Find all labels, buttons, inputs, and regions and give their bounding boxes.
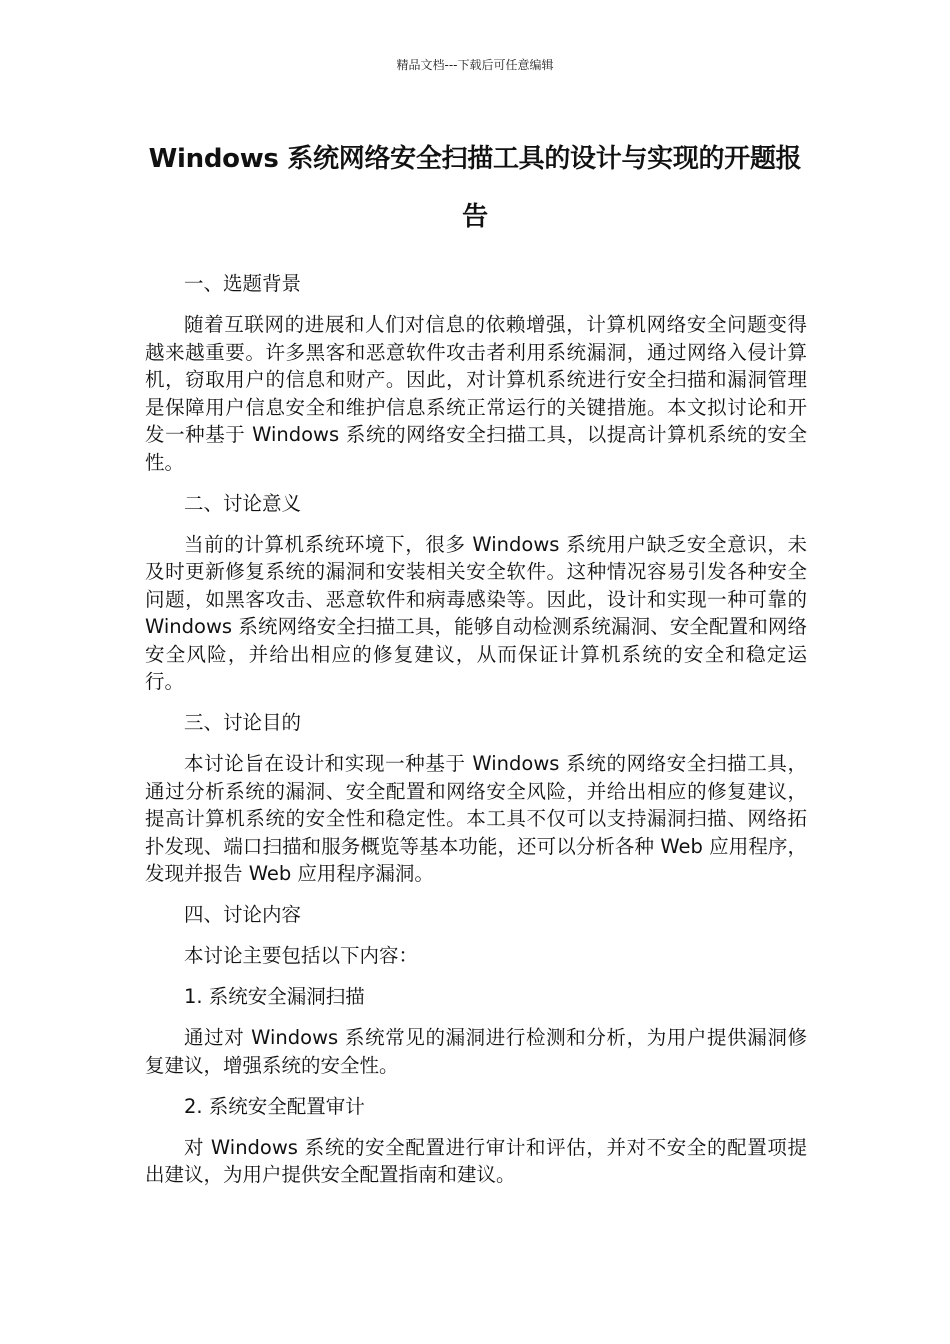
list-item-heading-config-audit: 2. 系统安全配置审计 bbox=[184, 1094, 365, 1118]
header-note: 精品文档---下载后可任意编辑 bbox=[396, 58, 554, 72]
section-intro-content: 本讨论主要包括以下内容： bbox=[184, 944, 419, 967]
section-body-significance: 当前的计算机系统环境下，很多 Windows 系统用户缺乏安全意识，未及时更新修复系统的漏洞和安装相关安全软件。这种情况容易引发各种安全问题，如黑客攻击、恶意软件和病毒感染等。因此，设计和实现一种可靠的 Windows 系统网络安全扫描工具，能够自动检测系统漏洞、安全配置和网络安全风险，并给出相应的修复建议，从而保证计算机系统的安全和稳定运行。 bbox=[145, 532, 807, 693]
section-heading-purpose: 三、讨论目的 bbox=[184, 711, 302, 734]
list-item-heading-vuln-scan: 1. 系统安全漏洞扫描 bbox=[184, 985, 365, 1008]
document-title: Windows 系统网络安全扫描工具的设计与实现的开题报告 bbox=[148, 144, 802, 232]
section-body-background: 随着互联网的进展和人们对信息的依赖增强，计算机网络安全问题变得越来越重要。许多黑客和恶意软件攻击者利用系统漏洞，通过网络入侵计算机，窃取用户的信息和财产。因此，对计算机系统进行安全扫描和漏洞管理是保障用户信息安全和维护信息系统正常运行的关键措施。本文拟讨论和开发一种基于 Windows 系统的网络安全扫描工具，以提高计算机系统的安全性。 bbox=[145, 313, 807, 474]
section-heading-content: 四、讨论内容 bbox=[184, 903, 302, 926]
list-item-body-config-audit: 对 Windows 系统的安全配置进行审计和评估，并对不安全的配置项提出建议，为用户提供安全配置指南和建议。 bbox=[145, 1135, 807, 1186]
section-heading-background: 一、选题背景 bbox=[184, 272, 302, 295]
section-heading-significance: 二、讨论意义 bbox=[184, 491, 302, 515]
section-body-purpose: 本讨论旨在设计和实现一种基于 Windows 系统的网络安全扫描工具，通过分析系统的漏洞、安全配置和网络安全风险，并给出相应的修复建议，提高计算机系统的安全性和稳定性。本工具不仅可以支持漏洞扫描、网络拓扑发现、端口扫描和服务概览等基本功能，还可以分析各种 Web 应用程序，发现并报告 Web 应用程序漏洞。 bbox=[145, 752, 807, 885]
document-body bbox=[145, 270, 807, 1202]
list-item-body-vuln-scan: 通过对 Windows 系统常见的漏洞进行检测和分析，为用户提供漏洞修复建议，增强系统的安全性。 bbox=[145, 1026, 807, 1077]
